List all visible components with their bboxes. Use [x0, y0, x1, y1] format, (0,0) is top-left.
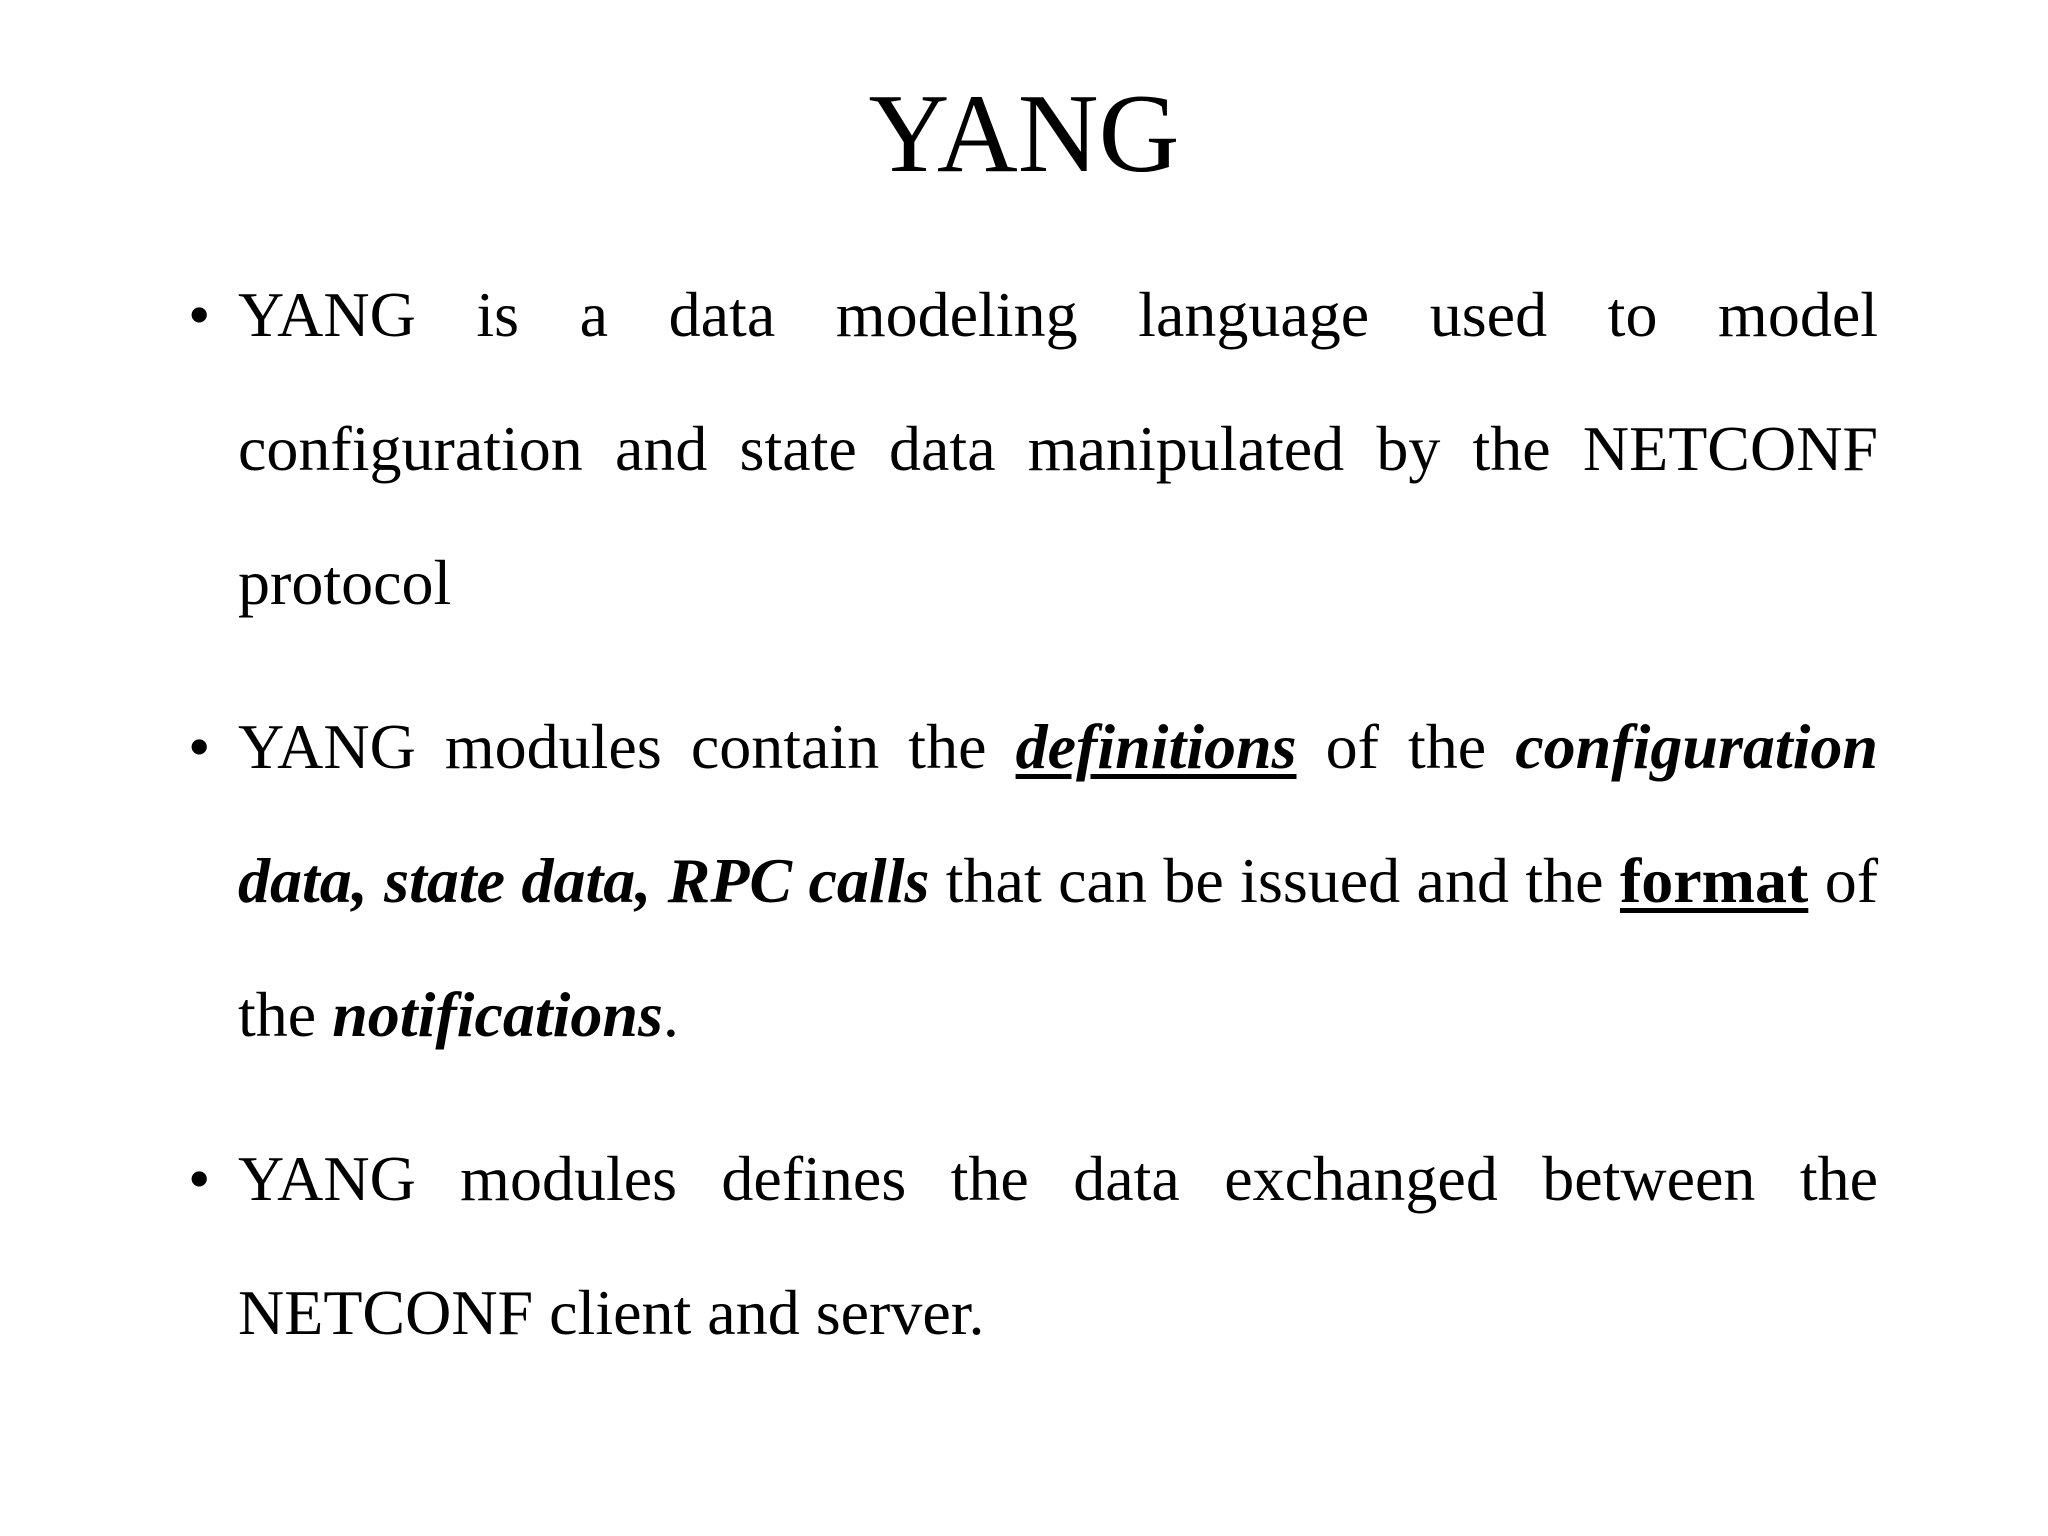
bullet-text-segment: of the [238, 845, 1879, 1050]
bullet-text: YANG is a data modeling language used to model configuration and state data manipulated by the NETCONF protocol [238, 279, 1878, 618]
bullet-text-segment: of the [1296, 711, 1516, 782]
emphasis-definitions: definitions [1015, 711, 1297, 782]
bullet-marker: • [188, 711, 211, 782]
slide-title: YANG [868, 72, 1180, 196]
bullet-item-yang-modules-contain [188, 680, 1878, 1082]
bullet-marker: • [188, 1143, 211, 1214]
bullet-item-yang-modules-defines [188, 1112, 1878, 1380]
emphasis-data-types: configuration data, state data, RPC calls [238, 711, 1879, 916]
bullet-list [188, 248, 1878, 1410]
bullet-text: YANG modules defines the data exchanged between the NETCONF client and server. [238, 1143, 1878, 1348]
emphasis-format: format [1619, 845, 1809, 916]
bullet-item-yang-definition [188, 248, 1878, 650]
emphasis-notifications: notifications [332, 979, 663, 1050]
bullet-text-segment: that can be issued and the [929, 845, 1620, 916]
bullet-text-segment: YANG modules contain the [238, 711, 1016, 782]
bullet-marker: • [188, 279, 211, 350]
bullet-text-segment: . [662, 979, 679, 1050]
